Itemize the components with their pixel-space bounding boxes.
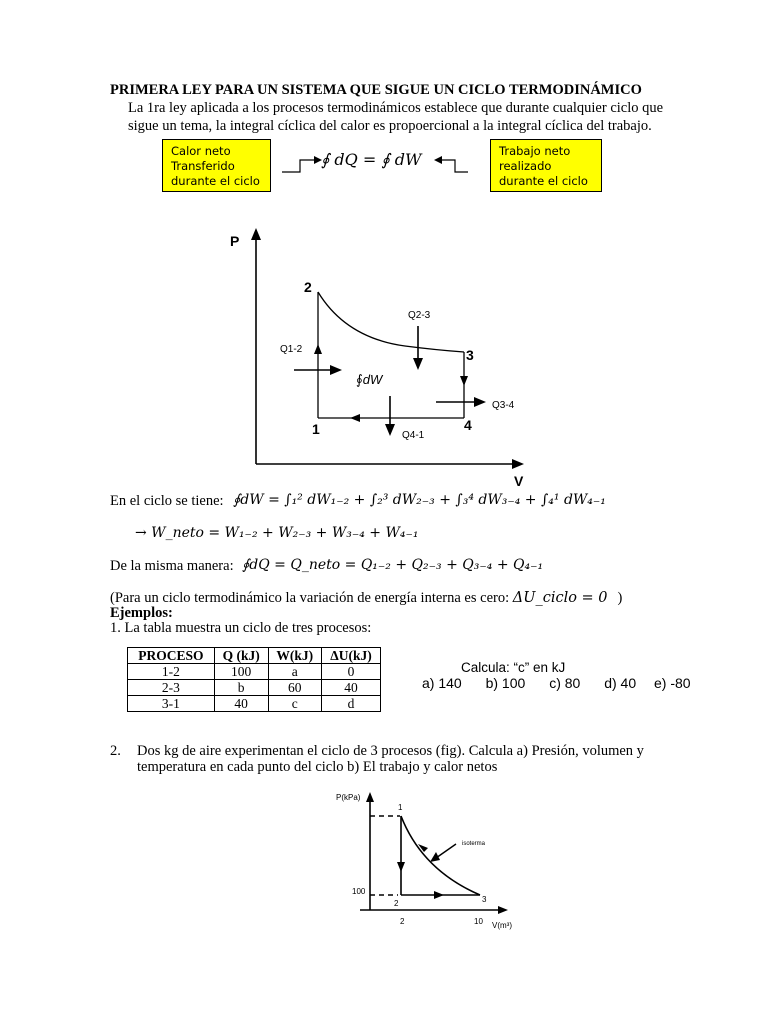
option-a: a) 140: [422, 675, 462, 691]
note-math: ΔU_ciclo = 0: [512, 590, 608, 606]
eq-wneto: → W_neto = W₁₋₂ + W₂₋₃ + W₃₋₄ + W₄₋₁: [135, 525, 419, 541]
v-axis-arrow-icon: [512, 459, 524, 469]
box-trabajo-neto: [490, 139, 602, 192]
option-c: c) 80: [549, 675, 581, 691]
table-cell: 1-2: [128, 664, 215, 680]
box-calor-neto: [162, 139, 271, 192]
option-d: d) 40: [604, 675, 637, 691]
table-cell: b: [214, 680, 268, 696]
table-row: [128, 664, 381, 680]
point-2: 2: [304, 279, 312, 295]
table-header-row: [128, 648, 381, 664]
example-2-line-1: Dos kg de aire experimentan el ciclo de 3 procesos (fig). Calcula a) Presión, volumen y: [137, 743, 644, 759]
note-suffix: ): [617, 590, 623, 606]
box-left-line1: Calor neto: [171, 144, 231, 158]
note-prefix: (Para un ciclo termodinámico la variación de energía interna es cero:: [110, 590, 513, 606]
table-cell: 60: [268, 680, 321, 696]
same-label: De la misma manera:: [110, 558, 234, 574]
calcula-text: Calcula: “c” en kJ: [461, 660, 566, 675]
v-tick-2: 2: [400, 917, 405, 926]
table-cell: 40: [214, 696, 268, 712]
v-axis-label: V: [514, 473, 524, 489]
page-title: PRIMERA LEY PARA UN SISTEMA QUE SIGUE UN CICLO TERMODINÁMICO: [110, 82, 642, 98]
eq-q: ∮dQ = Q_neto = Q₁₋₂ + Q₂₋₃ + Q₃₋₄ + Q₄₋₁: [242, 557, 544, 573]
box-right-line1: Trabajo neto: [499, 144, 571, 158]
note-line: [110, 590, 622, 607]
y-axis-label: P(kPa): [336, 793, 361, 802]
intro-line-1: La 1ra ley aplicada a los procesos termodinámicos establece que durante cualquier ciclo que: [128, 100, 664, 116]
label-q41: Q4-1: [402, 430, 425, 441]
table-row: [128, 680, 381, 696]
table-cell: 2-3: [128, 680, 215, 696]
option-b: b) 100: [485, 675, 526, 691]
table-row: [128, 696, 381, 712]
table-cell: 3-1: [128, 696, 215, 712]
d2-point-1: 1: [398, 803, 403, 812]
intro-line-2: sigue un tema, la integral cíclica del calor es propoercional a la integral cíclica del trabajo.: [128, 118, 652, 134]
label-q34: Q3-4: [492, 400, 515, 411]
p-axis-label: P: [230, 233, 240, 249]
v-tick-10: 10: [474, 917, 483, 926]
pv-cycle-diagram: [220, 222, 540, 490]
table-cell: 40: [322, 680, 381, 696]
header-du: ΔU(kJ): [322, 648, 381, 664]
answer-options: [422, 675, 691, 691]
d2-point-3: 3: [482, 895, 487, 904]
example-2-line-2: temperatura en cada punto del ciclo b) El trabajo y calor netos: [137, 759, 498, 775]
label-q12: Q1-2: [280, 344, 303, 355]
table-cell: c: [268, 696, 321, 712]
box-left-line3: durante el ciclo: [171, 174, 260, 188]
point-1: 1: [312, 421, 320, 437]
table-cell: a: [268, 664, 321, 680]
examples-heading: Ejemplos:: [110, 605, 173, 621]
p-tick-100: 100: [352, 887, 366, 896]
header-q: Q (kJ): [214, 648, 268, 664]
isoterma-label: isoterma: [462, 841, 486, 847]
point-3: 3: [466, 347, 474, 363]
main-equation: ∮ dQ = ∮ dW: [321, 150, 422, 169]
x-axis-arrow-icon: [498, 906, 508, 914]
label-q23: Q2-3: [408, 310, 431, 321]
example-1-text: 1. La tabla muestra un ciclo de tres procesos:: [110, 620, 372, 636]
option-e: e) -80: [654, 675, 691, 691]
p-axis-arrow-icon: [251, 228, 261, 240]
table-cell: 0: [322, 664, 381, 680]
isotherm-cycle-diagram: [330, 786, 530, 936]
process-table: [127, 647, 381, 712]
eq-cycle: ∮dW = ∫₁² dW₁₋₂ + ∫₂³ dW₂₋₃ + ∫₃⁴ dW₃₋₄ + ∫₄¹ dW₄₋₁: [233, 492, 606, 508]
table-cell: d: [322, 696, 381, 712]
header-w: W(kJ): [268, 648, 321, 664]
box-right-line3: durante el ciclo: [499, 174, 588, 188]
table-cell: 100: [214, 664, 268, 680]
y-axis-arrow-icon: [366, 792, 374, 802]
x-axis-label: V(m³): [492, 921, 512, 930]
d2-point-2: 2: [394, 899, 399, 908]
box-left-line2: Transferido: [171, 159, 235, 173]
label-cyclic-work: ∮dW: [356, 372, 383, 387]
example-2-number: 2.: [110, 743, 121, 759]
cycle-label: En el ciclo se tiene:: [110, 493, 224, 509]
header-proceso: PROCESO: [128, 648, 215, 664]
box-right-line2: realizado: [499, 159, 552, 173]
point-4: 4: [464, 417, 472, 433]
